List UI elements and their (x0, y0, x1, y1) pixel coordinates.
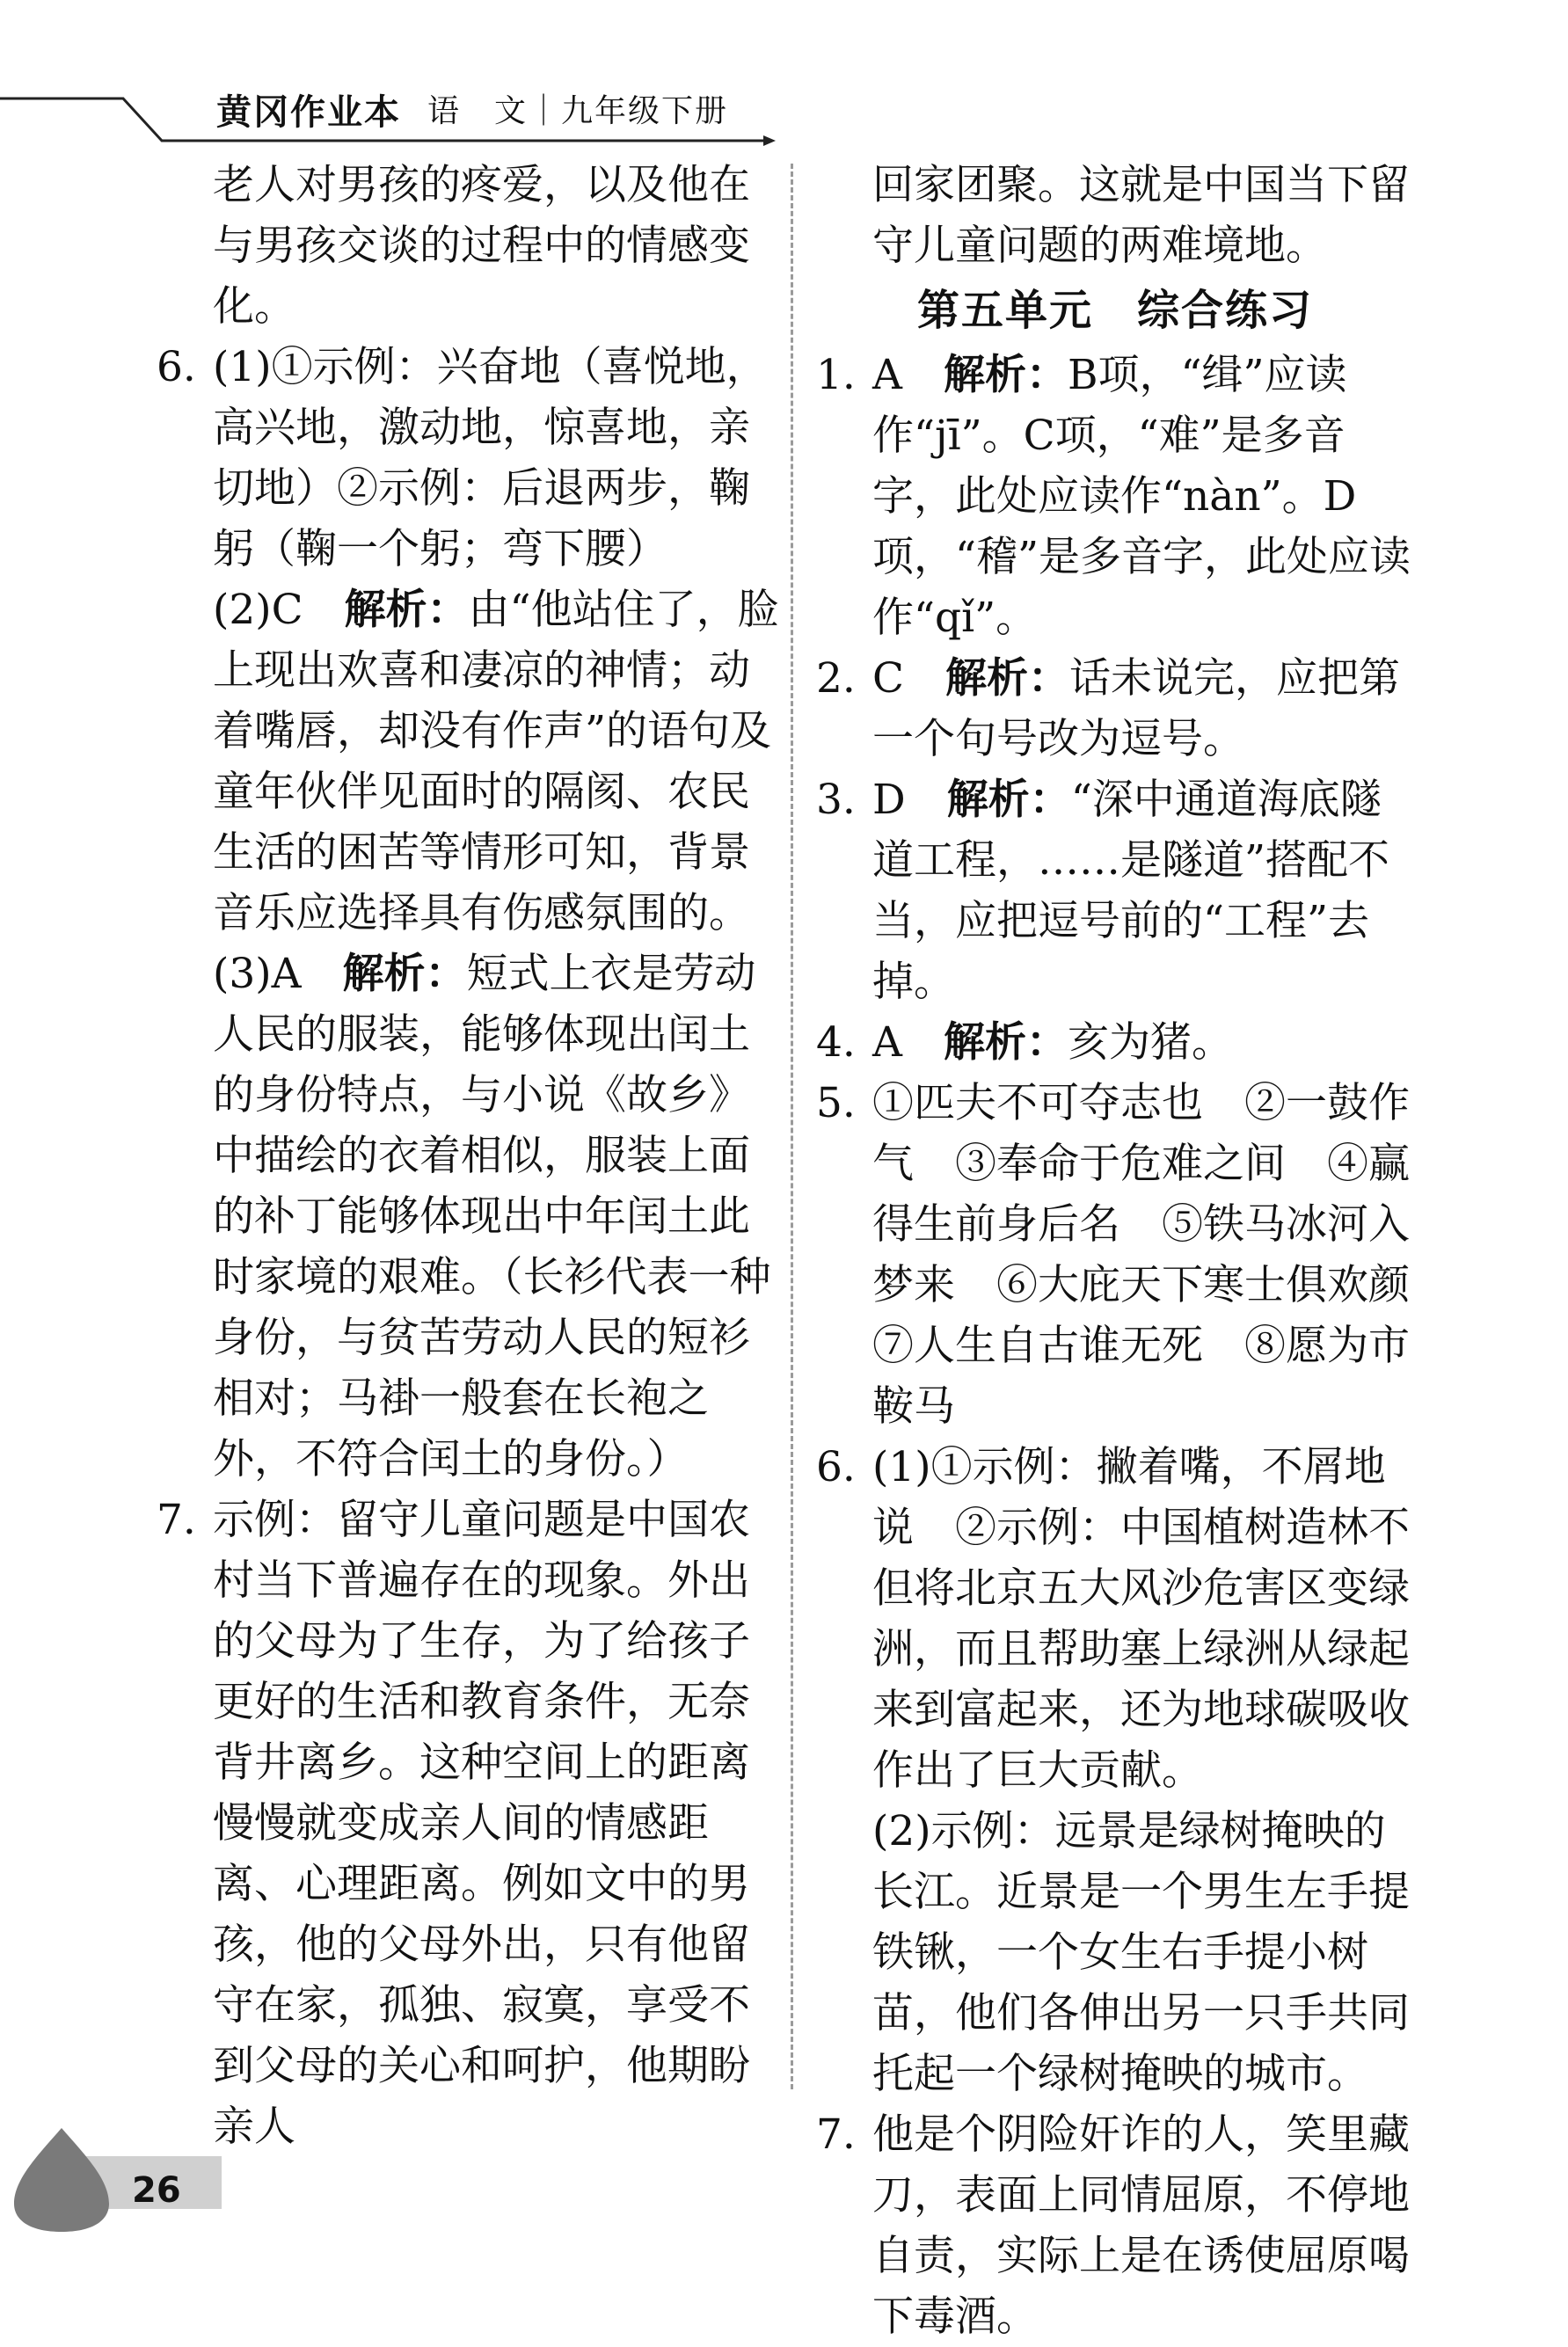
answer-6-part1: (1)①示例：兴奋地（喜悦地，高兴地，激动地，惊喜地，亲切地）②示例：后退两步，鞠躬（鞠一个躬；弯下腰） (213, 343, 768, 573)
answer-choice: A (872, 1018, 944, 1067)
answer-choice: C (872, 654, 945, 703)
analysis-text: 由“他站住了，脸上现出欢喜和凄凉的神情；动着嘴唇，却没有作声”的语句及童年伙伴见面时的隔阂、农民生活的困苦等情形可知，背景音乐应选择具有伤感氛围的。 (213, 586, 779, 937)
answer-continuation (157, 155, 779, 337)
answer-6 (157, 337, 779, 1490)
analysis-text: “深中通道海底隧道工程，……是隧道”搭配不当，应把逗号前的“工程”去掉。 (872, 776, 1390, 1006)
answer-7 (157, 1490, 779, 2157)
subject-grade: 语 文｜九年级下册 (427, 93, 729, 129)
answer-number: 7. (816, 2110, 856, 2159)
answer-number: 1. (816, 351, 856, 399)
continuation-text: 老人对男孩的疼爱，以及他在与男孩交谈的过程中的情感变化。 (213, 161, 750, 331)
left-column (157, 155, 779, 2157)
analysis-label: 解析： (946, 776, 1071, 824)
analysis-label: 解析： (944, 654, 1069, 703)
answer-6-part2: (2)示例：远景是绿树掩映的长江。近景是一个男生左手提铁锹，一个女生右手提小树苗，他们各伸出另一只手共同托起一个绿树掩映的城市。 (872, 1807, 1410, 2098)
answer-1 (816, 345, 1414, 648)
answer-choice: A (872, 351, 944, 399)
analysis-text: 话未说完，应把第一个句号改为逗号。 (872, 654, 1400, 763)
answer-number: 6. (157, 343, 196, 391)
continuation-text: 回家团聚。这就是中国当下留守儿童问题的两难境地。 (872, 161, 1410, 270)
answer-number: 3. (816, 776, 856, 824)
answer-6-part3 (213, 944, 779, 1490)
answer-number: 2. (816, 654, 856, 703)
answer-continuation (816, 155, 1414, 276)
analysis-text: 亥为猪。 (1067, 1018, 1233, 1067)
section-title: 第五单元 综合练习 (916, 286, 1313, 335)
answer-7-text: 他是个阴险奸诈的人，笑里藏刀，表面上同情屈原，不停地自责，实际上是在诱使屈原喝下毒酒。 (872, 2110, 1410, 2341)
answer-choice: D (872, 776, 947, 824)
analysis-label: 解析： (943, 1018, 1068, 1067)
analysis-text: 短式上衣是劳动人民的服装，能够体现出闰土的身份特点，与小说《故乡》中描绘的衣着相似，服装上面的补丁能够体现出中年闰土此时家境的艰难。（长衫代表一种身份，与贫苦劳动人民的短衫相对；马褂一般套在长袍之外，不符合闰土的身份。） (213, 950, 771, 1483)
answer-7-text: 示例：留守儿童问题是中国农村当下普遍存在的现象。外出的父母为了生存，为了给孩子更好的生活和教育条件，无奈背井离乡。这种空间上的距离慢慢就变成亲人间的情感距离、心理距离。例如文中的男孩，他的父母外出，只有他留守在家，孤独、寂寞，享受不到父母的关心和呵护，他期盼亲人 (213, 1496, 750, 2151)
answer-number: 7. (157, 1496, 196, 1544)
answer-6-part2 (213, 579, 779, 944)
answer-4 (816, 1012, 1414, 1073)
page-number: 26 (132, 2170, 181, 2211)
page-footer (0, 2128, 229, 2234)
analysis-label: 解析： (943, 351, 1068, 399)
answer-choice: (2)C (213, 586, 345, 634)
answer-6 (816, 1437, 1414, 2104)
analysis-text: B项，“缉”应读作“jī”。C项，“难”是多音字，此处应读作“nàn”。D项，“稽”是多音字，此处应读作“qǐ”。 (872, 351, 1411, 642)
leaf-icon (14, 2128, 109, 2232)
column-divider (791, 164, 793, 2089)
answer-7 (816, 2104, 1414, 2347)
answer-number: 5. (816, 1079, 856, 1127)
answer-6-part1: (1)①示例：撇着嘴，不屑地说 ②示例：中国植树造林不但将北京五大风沙危害区变绿洲，而且帮助塞上绿洲从绿起来到富起来，还为地球碳吸收作出了巨大贡献。 (872, 1443, 1410, 1795)
page-header (0, 0, 791, 149)
answer-2 (816, 648, 1414, 769)
answer-number: 6. (816, 1443, 856, 1491)
answer-number: 4. (816, 1018, 856, 1067)
right-column (816, 155, 1451, 2347)
answer-5-text: ①匹夫不可夺志也 ②一鼓作气 ③奉命于危难之间 ④赢得生前身后名 ⑤铁马冰河入梦来 ⑥大庇天下寒士俱欢颜 ⑦人生自古谁无死 ⑧愿为市鞍马 (872, 1079, 1451, 1431)
answer-choice: (3)A (213, 950, 343, 998)
analysis-label: 解析： (344, 586, 469, 634)
analysis-label: 解析： (342, 950, 467, 998)
footer-graphic (0, 2128, 229, 2234)
answer-3 (816, 769, 1414, 1012)
book-title: 黄冈作业本 (216, 92, 401, 133)
answer-5 (816, 1073, 1451, 1437)
